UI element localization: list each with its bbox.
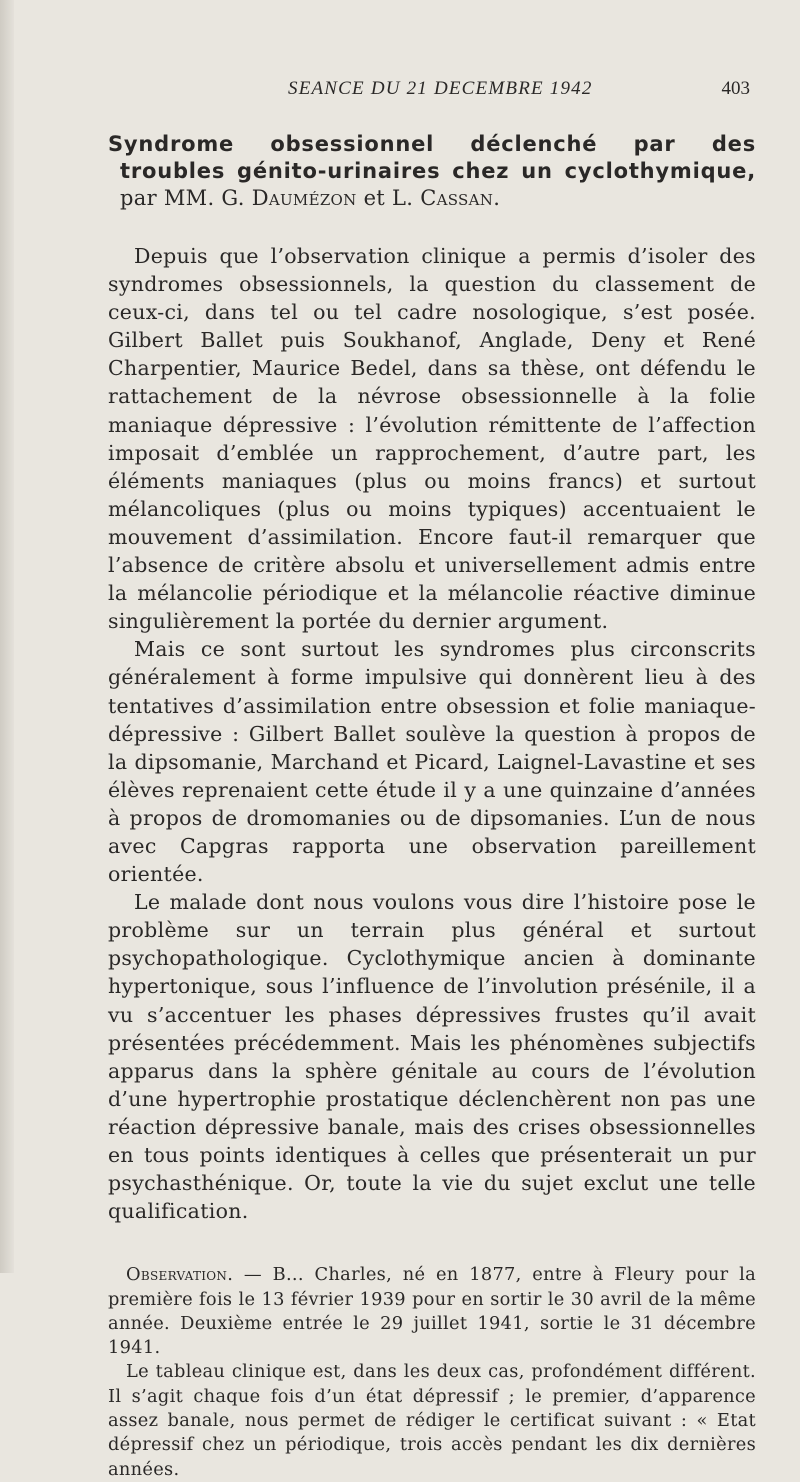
author-prefix: par MM. G. xyxy=(120,186,245,210)
body-paragraph-1: Depuis que l’observation clinique a permis d’isoler des syndromes obsessionnels, la question du classement de ceux-ci, dans tel ou tel cadre nosologique, s’est posée. Gilbert Ballet puis Soukhanof, Anglade, Deny et René Charpentier, Maurice Bedel, dans sa thèse, ont défendu le rattachement de la névrose obsessionnelle à la folie maniaque dépressive : l’évolution rémittente de l’affection imposait d’emblée un rapprochement, d’autre part, les éléments maniaques (plus ou moins francs) et surtout mélancoliques (plus ou moins typiques) accentuaient le mouvement d’assimilation. Encore faut-il remarquer que l’absence de critère absolu et universellement admis entre la mélancolie périodique et la mélancolie réactive diminue singulièrement la portée du dernier argument. xyxy=(108,244,756,634)
journal-page xyxy=(108,70,756,1482)
author-daumezon: Daumézon xyxy=(251,186,357,210)
author-connector: et L. xyxy=(363,186,414,210)
body-paragraph-3: Le malade dont nous voulons vous dire l’histoire pose le problème sur un terrain plus général et surtout psychopathologique. Cyclothymique ancien à dominante hypertonique, sous l’influence de l’involution présénile, il a vu s’accentuer les phases dépressives frustes qu’il avait présentées précédemment. Mais les phénomènes subjectifs apparus dans la sphère génitale au cours de l’évolution d’une hypertrophie prostatique déclenchèrent non pas une réaction dépressive banale, mais des crises obsessionnelles en tous points identiques à celles que présenterait un pur psychasthénique. Or, toute la vie du sujet exclut une telle qualification. xyxy=(108,890,756,1224)
observation-intro: — B... Charles, né en 1877, entre à Fleury pour la première fois le 13 février 1939 pour en sortir le 30 avril de la même année. Deuxième entrée le 29 juillet 1941, sortie le 31 décembre 1941. xyxy=(108,1264,756,1359)
authors xyxy=(120,186,500,210)
running-head xyxy=(108,70,756,104)
observation-section xyxy=(108,1263,756,1482)
article-body xyxy=(108,242,756,1225)
author-cassan: Cassan xyxy=(420,186,494,210)
observation-label: Observation. xyxy=(126,1264,234,1286)
article-title xyxy=(108,131,756,212)
observation-paragraph-2: Le tableau clinique est, dans les deux cas, profondément différent. Il s’agit chaque fois d’un état dépressif ; le premier, d’apparence assez banale, nous permet de rédiger le certificat suivant : « Etat dépressif chez un périodique, trois accès pendant les dix dernières années. xyxy=(108,1361,756,1480)
running-title: SEANCE DU 21 DECEMBRE 1942 xyxy=(288,78,593,99)
observation-paragraph-1 xyxy=(108,1263,756,1360)
title-text: Syndrome obsessionnel déclenché par des troubles génito-urinaires chez un cyclothymique, xyxy=(108,132,756,183)
page-number: 403 xyxy=(721,78,750,99)
title-period: . xyxy=(493,186,501,210)
page-binding-edge xyxy=(0,0,14,1273)
body-paragraph-2: Mais ce sont surtout les syndromes plus circonscrits généralement à forme impulsive qui donnèrent lieu à des tentatives d’assimilation entre obsession et folie maniaque-dépressive : Gilbert Ballet soulève la question à propos de la dipsomanie, Marchand et Picard, Laignel-Lavastine et ses élèves reprenaient cette étude il y a une quinzaine d’années à propos de dromomanies ou de dipsomanies. L’un de nous avec Capgras rapporta une observation pareillement orientée. xyxy=(108,637,756,887)
